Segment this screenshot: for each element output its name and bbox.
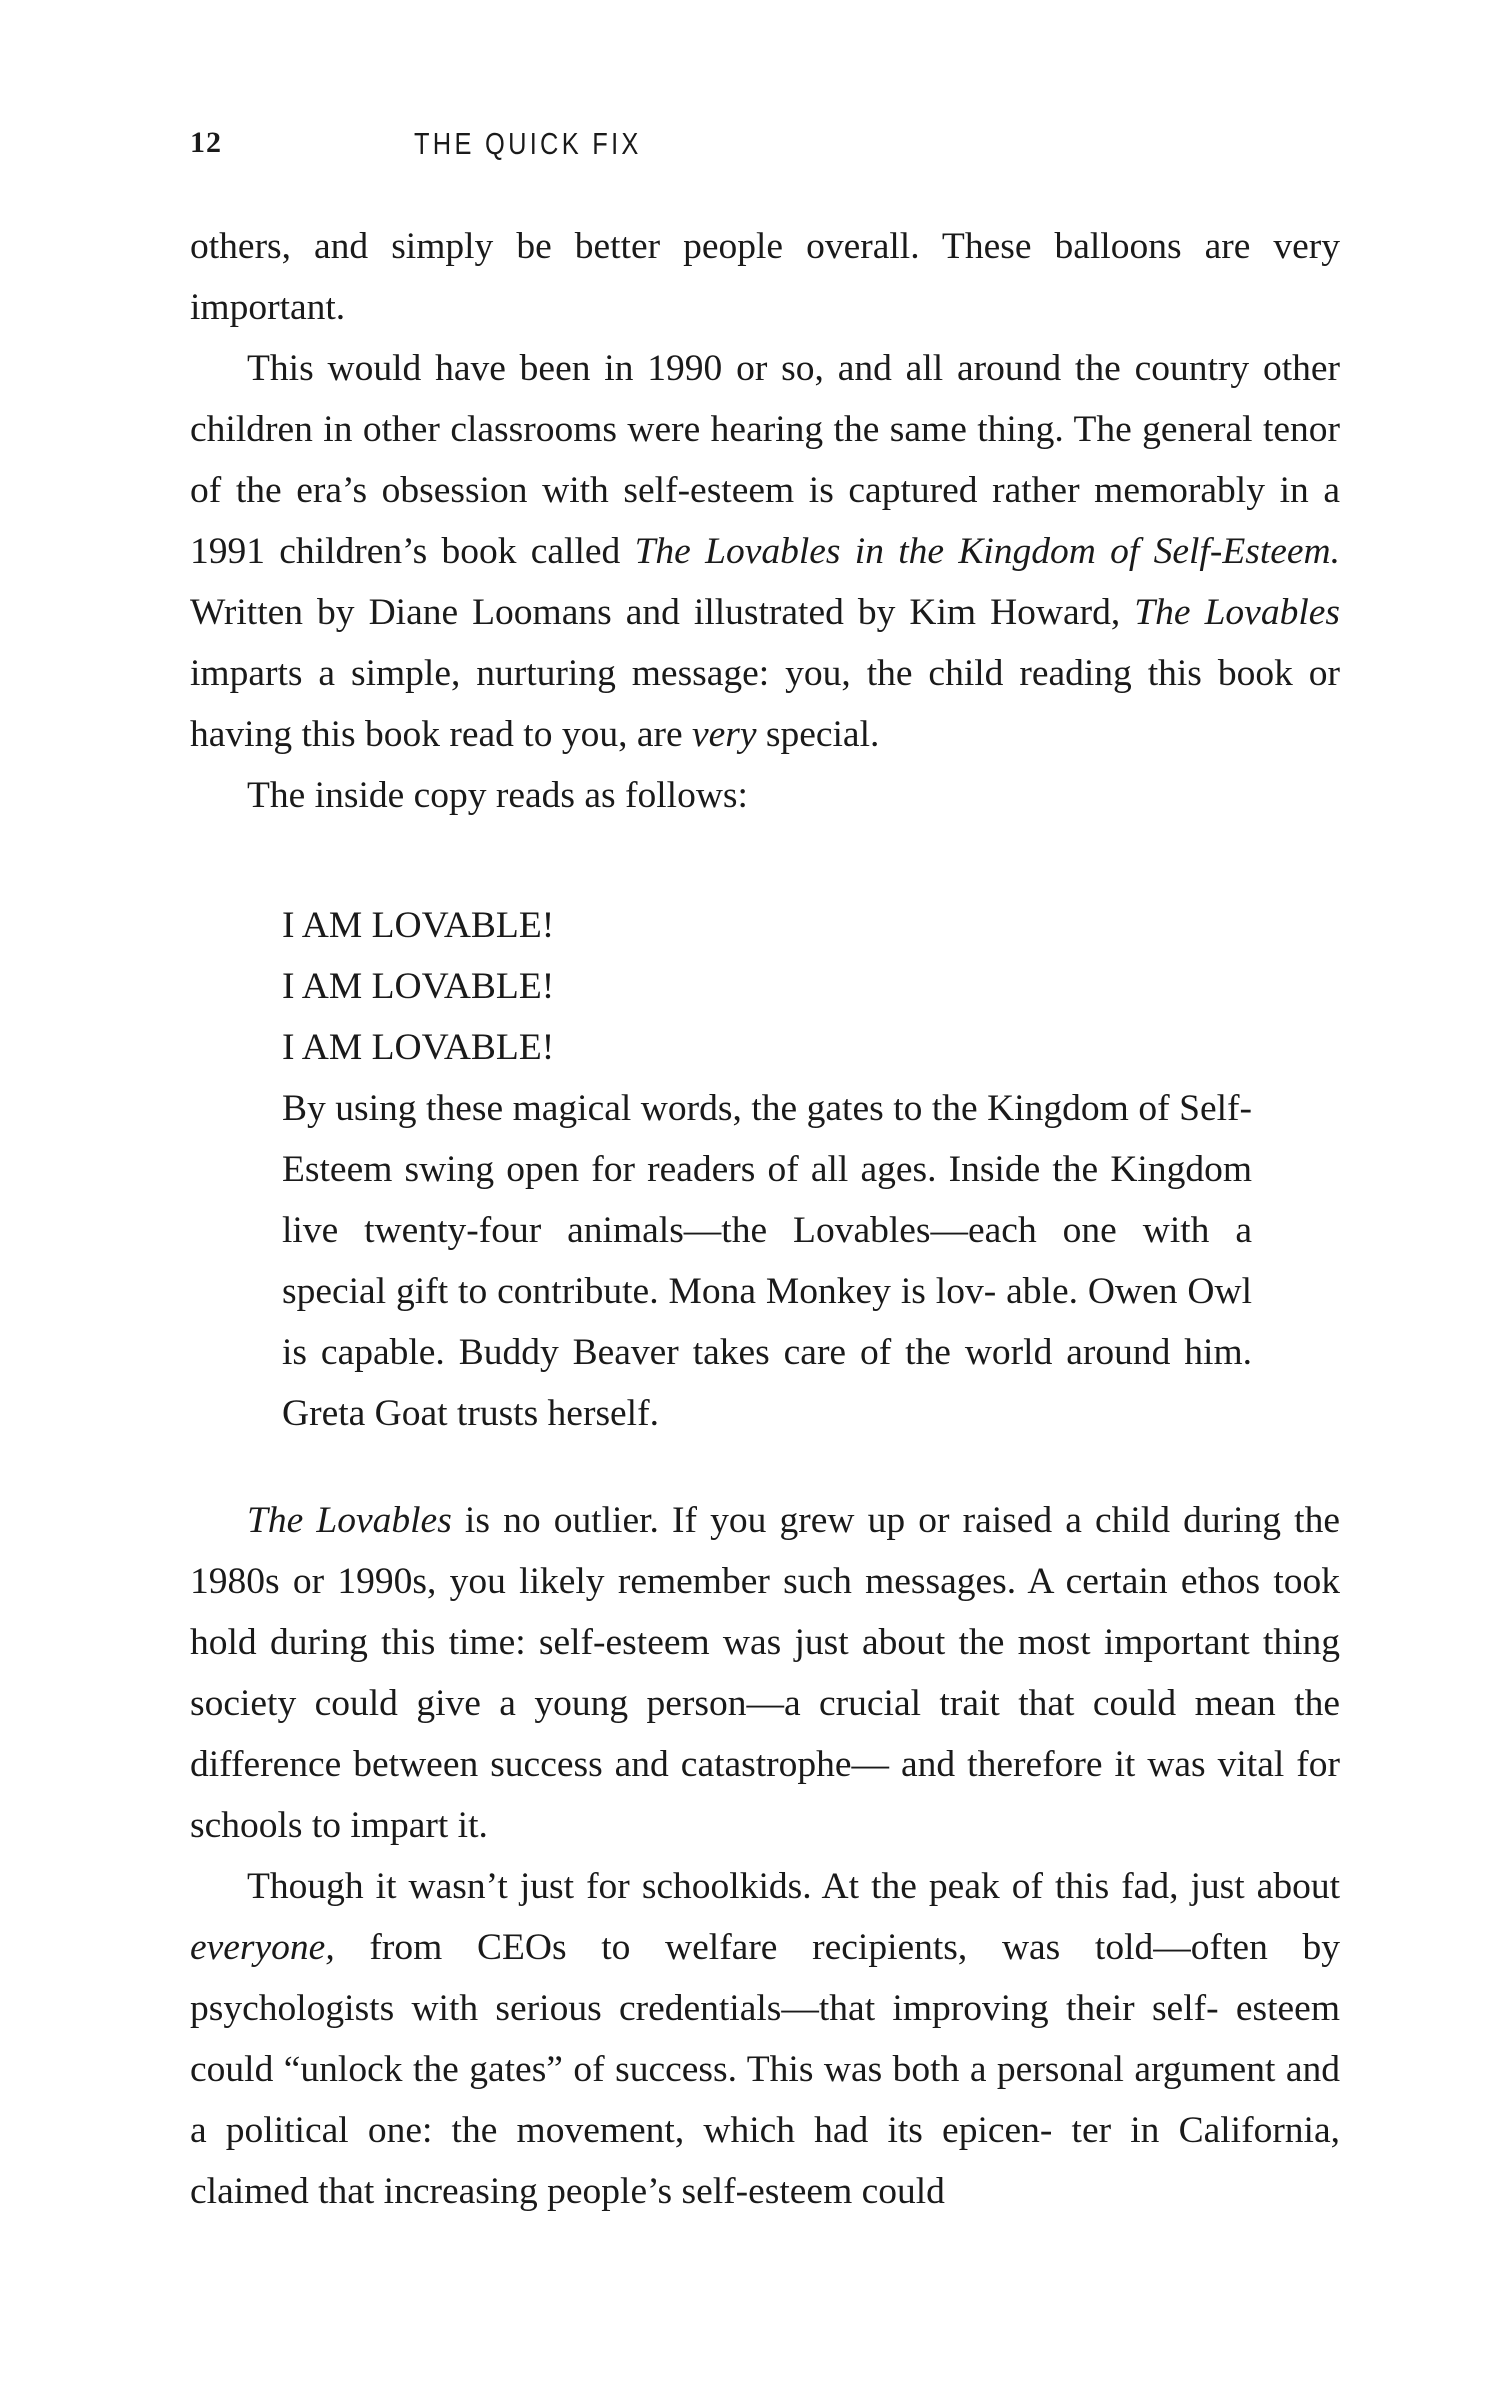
page-header [190,126,1340,176]
block-quote-paragraph: By using these magical words, the gates to the Kingdom of Self-Esteem swing open for readers of all ages. Inside the Kingdom live twenty-four animals—the Lovables—each one with a special gift to contribute. Mona Monkey is lov- able. Owen Owl is capable. Buddy Beaver takes care of the world around him. Greta Goat trusts herself. [282,1088,1252,1434]
paragraph-5-text-a: Though it wasn’t just for schoolkids. At the peak of this fad, just about [247,1866,1340,1907]
paragraph-5-text-b: from CEOs to welfare recipients, was told—often by psychologists with serious credentials—that improving their self- esteem could “unlock the gates” of success. This was both a personal argument and a political one: the movement, which had its epicen- ter in California, claimed that increasing people’s self-esteem could [190,1927,1340,2212]
paragraph-2 [190,338,1340,765]
body-section-1 [190,216,1340,826]
book-title: The Lovables in the Kingdom of Self-Esteem. [634,531,1340,572]
emphasis-everyone: everyone, [190,1927,335,1968]
paragraph-1: others, and simply be better people overall. These balloons are very important. [190,226,1340,328]
block-quote [282,895,1252,1444]
paragraph-2-text-d: special. [756,714,880,755]
paragraph-4-text: is no outlier. If you grew up or raised a child during the 1980s or 1990s, you likely remember such messages. A certain ethos took hold during this time: self-esteem was just about the most important thing society could give a young person—a crucial trait that could mean the difference between success and catastrophe— and therefore it was vital for schools to impart it. [190,1500,1340,1846]
paragraph-2-text-c: imparts a simple, nurturing message: you, the child reading this book or having this book read to you, are [190,653,1340,755]
book-title-short: The Lovables [1134,592,1340,633]
lovable-line-1: I AM LOVABLE! [282,905,555,946]
paragraph-4 [190,1490,1340,1856]
page-number: 12 [190,126,222,159]
running-title: THE QUICK FIX [414,126,642,161]
lovable-line-3: I AM LOVABLE! [282,1027,555,1068]
paragraph-2-text-b: Written by Diane Loomans and illustrated by Kim Howard, [190,592,1135,633]
book-title-short: The Lovables [247,1500,452,1541]
paragraph-3: The inside copy reads as follows: [247,775,748,816]
lovable-line-2: I AM LOVABLE! [282,966,555,1007]
paragraph-2-text-a: This would have been in 1990 or so, and all around the country other children in other classrooms were hearing the same thing. The general tenor of the era’s obsession with self-esteem is captured rather memorably in a 1991 children’s book called [190,348,1340,572]
emphasis-very: very [691,714,757,755]
body-section-2 [190,1490,1340,2222]
paragraph-5 [190,1856,1340,2222]
